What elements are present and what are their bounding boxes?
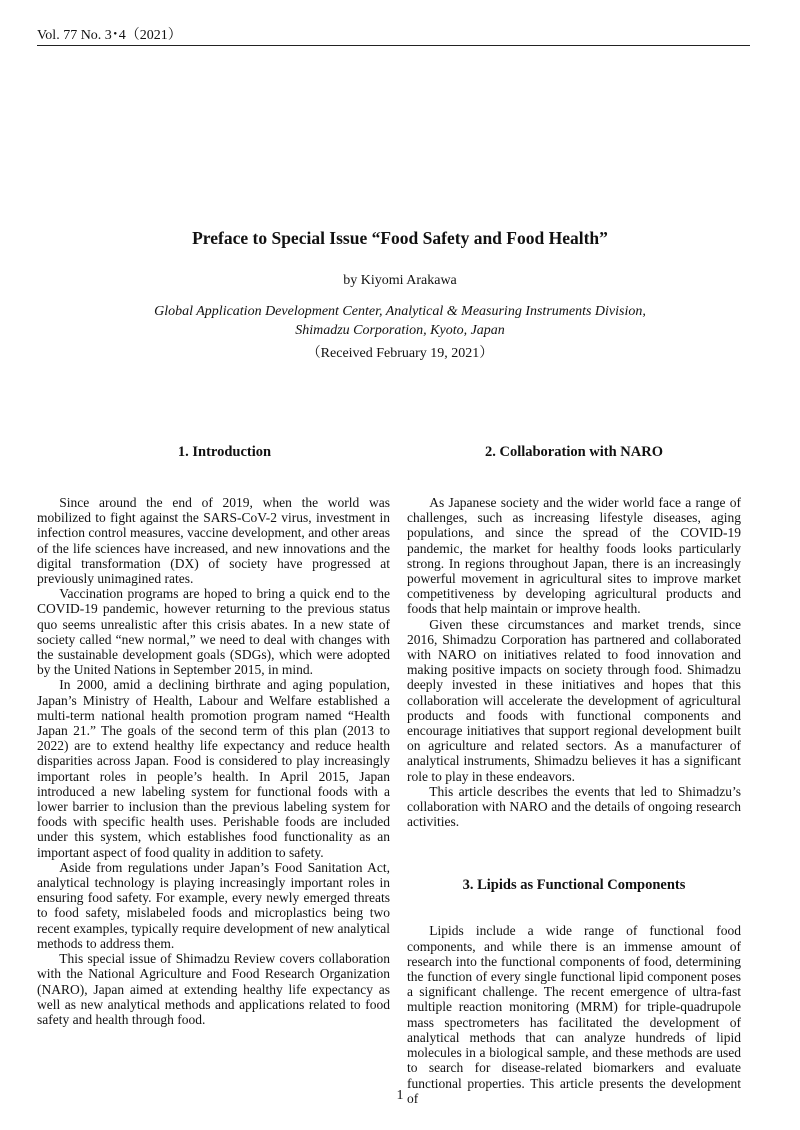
section-heading-introduction: 1. Introduction — [177, 444, 272, 460]
collab-paragraph-3: This article describes the events that led to Shimadzu’s collaboration with NARO and the details of ongoing research activities. — [407, 783, 741, 830]
collab-paragraph-1: As Japanese society and the wider world face a range of challenges, such as increasing lifestyle diseases, aging populations, and since the spread of the COVID-19 pandemic, the market for healthy foods looks particularly strong. In regions throughout Japan, there is an increasingly powerful movement in agricultural sites to improve market competitiveness by developing agricultural products and foods that help maintain or improve health. — [407, 495, 741, 617]
intro-paragraph-2: Vaccination programs are hoped to bring a quick end to the COVID-19 pandemic, however returning to the previous status quo seems unrealistic after this crisis abates. In a new state of society called “new normal,” we need to deal with changes with the sustainable development goals (SDGs), which were adopted by the United Nations in September 2015, in mind. — [37, 586, 390, 678]
page-number: 1 — [396, 1088, 404, 1103]
journal-header: Vol. 77 No. 3･4（2021） — [37, 28, 750, 46]
article-author: by Kiyomi Arakawa — [343, 273, 457, 288]
article-affiliation — [0, 302, 800, 340]
intro-paragraph-5: This special issue of Shimadzu Review covers collaboration with the National Agriculture and Food Research Organization (NARO), Japan aimed at extending healthy life expectancy as well as new analytical methods and applications related to food safety and health through food. — [37, 951, 390, 1027]
intro-paragraph-1: Since around the end of 2019, when the world was mobilized to fight against the SARS-CoV-2 virus, investment in infection control measures, vaccine development, and other areas of the life sciences have increased, and new innovations and the digital transformation (DX) of society have progressed at previously unimagined rates. — [37, 495, 390, 587]
section-heading-collaboration: 2. Collaboration with NARO — [484, 444, 664, 460]
affiliation-line-2: Shimadzu Corporation, Kyoto, Japan — [295, 323, 505, 338]
section-heading-lipids: 3. Lipids as Functional Components — [462, 877, 686, 894]
intro-paragraph-4: Aside from regulations under Japan’s Food Sanitation Act, analytical technology is playing increasingly important roles in ensuring food safety. For example, every newly emerged threats to food safety, mislabeled foods and microplastics being two recent examples, typically require development of new analytical methods to address them. — [37, 859, 390, 951]
article-title: Preface to Special Issue “Food Safety and Food Health” — [192, 228, 608, 248]
right-column — [407, 442, 741, 1106]
left-column — [37, 442, 390, 1027]
intro-paragraph-3: In 2000, amid a declining birthrate and aging population, Japan’s Ministry of Health, Labour and Welfare established a multi-term national health promotion program named “Health Japan 21.” The goals of the second term of this plan (2013 to 2022) are to extend healthy life expectancy and reduce health disparities across Japan. Food is considered to play increasingly important roles in people’s health. In April 2015, Japan introduced a new labeling system for functional foods with a lower barrier to inclusion than the previous labeling system for foods with specific health uses. Perishable foods are included under this system, which establishes food functionality as an important aspect of food quality in addition to safety. — [37, 677, 390, 860]
received-date: （Received February 19, 2021） — [306, 346, 494, 361]
lipids-paragraph-1: Lipids include a wide range of functional food components, and while there is an immense amount of research into the functional components of food, determining the function of every single functional lipid component poses a significant challenge. The recent emergence of ultra-fast multiple reaction monitoring (MRM) for triple-quadrupole mass spectrometers has facilitated the development of analytical methods that can analyze hundreds of lipid molecules in a biological sample, and these methods are used to search for disease-related biomarkers and evaluate functional properties. This article presents the development of — [407, 923, 741, 1106]
collab-paragraph-2: Given these circumstances and market trends, since 2016, Shimadzu Corporation has partnered and collaborated with NARO on initiatives related to food innovation and making positive impacts on society through food. Shimadzu deeply invested in these initiatives and hopes that this collaboration will accelerate the development of agricultural products and foods with functional components and encourage initiatives that support regional development built on agriculture and related sectors. As a manufacturer of analytical instruments, Shimadzu believes it has a significant role to play in these endeavors. — [407, 616, 741, 784]
affiliation-line-1: Global Application Development Center, Analytical & Measuring Instruments Division, — [154, 304, 646, 319]
